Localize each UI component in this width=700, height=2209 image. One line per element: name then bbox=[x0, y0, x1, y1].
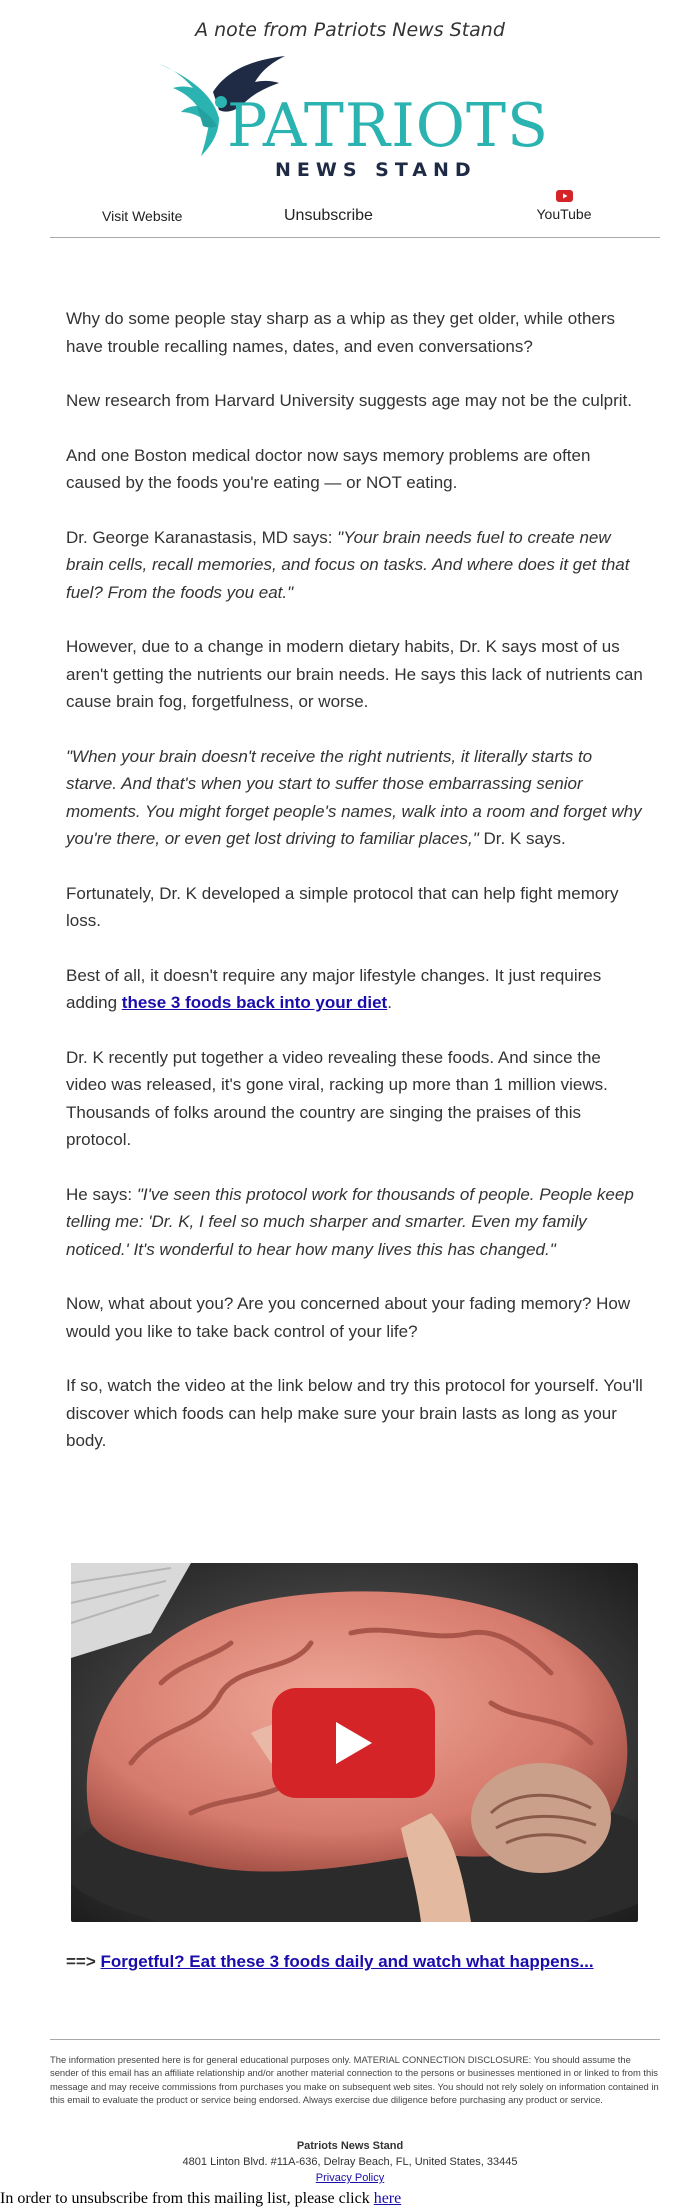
patriots-logo[interactable] bbox=[157, 52, 550, 182]
cta-line bbox=[66, 1952, 646, 1972]
visit-website-link[interactable]: Visit Website bbox=[102, 208, 183, 224]
cta-link[interactable]: Forgetful? Eat these 3 foods daily and watch what happens... bbox=[100, 1952, 594, 1971]
logo-wordmark: PATRIOTS bbox=[227, 91, 550, 161]
top-nav bbox=[50, 190, 660, 238]
logo-subtitle: NEWS STAND bbox=[275, 159, 477, 181]
footer-company: Patriots News Stand bbox=[296, 2140, 404, 2152]
paragraph-11: Now, what about you? Are you concerned about your fading memory? How would you like to take back control of your life? bbox=[66, 1294, 631, 1341]
paragraph-2: New research from Harvard University suggests age may not be the culprit. bbox=[66, 391, 632, 410]
paragraph-7: Fortunately, Dr. K developed a simple protocol that can help fight memory loss. bbox=[66, 883, 619, 930]
footer-divider bbox=[50, 2039, 660, 2040]
youtube-label: YouTube bbox=[536, 206, 592, 222]
paragraph-8 bbox=[66, 962, 646, 1017]
play-icon[interactable] bbox=[272, 1688, 435, 1798]
paragraph-9: Dr. K recently put together a video revealing these foods. And since the video was released, it's gone viral, racking up more than 1 million views. Thousands of folks around the country are singing the praises of this protocol. bbox=[66, 1047, 608, 1149]
header-note: A note from Patriots News Stand bbox=[195, 19, 505, 41]
unsubscribe-link[interactable]: Unsubscribe bbox=[284, 207, 373, 224]
paragraph-6-quote: "When your brain doesn't receive the right nutrients, it literally starts to starve. And that's when you start to suffer those embarrassing senior moments. You might forget people's names, walk into a room and forget why you're there, or even get lost driving to familiar places," bbox=[66, 746, 642, 848]
unsubscribe-line-text: In order to unsubscribe from this mailing list, please click bbox=[0, 2190, 374, 2207]
paragraph-10-lead: He says: bbox=[66, 1184, 137, 1204]
paragraph-5: However, due to a change in modern dietary habits, Dr. K says most of us aren't getting the nutrients our brain needs. He says this lack of nutrients can cause brain fog, forgetfulness, or worse. bbox=[66, 637, 643, 711]
paragraph-6-tail: Dr. K says. bbox=[478, 829, 566, 848]
footer-address: 4801 Linton Blvd. #11A-636, Delray Beach, FL, United States, 33445 bbox=[182, 2156, 518, 2168]
unsubscribe-here-link[interactable]: here bbox=[373, 2190, 402, 2207]
paragraph-4-quote: "Your brain needs fuel to create new brain cells, recall memories, and focus on tasks. And where does it get that fuel? From the foods you eat." bbox=[66, 527, 630, 602]
disclaimer-text: The information presented here is for general educational purposes only. MATERIAL CONNECTION DISCLOSURE: You should assume the sender of this email has an affiliate relationship and/or another material connection to the persons or businesses mentioned in or linked to from this message and may receive commissions from purchases you make on subsequent web sites. You should not rely solely on information contained in this email to evaluate the product or service being endorsed. Always exercise due diligence before purchasing any product or service. bbox=[50, 2054, 659, 2106]
paragraph-6 bbox=[66, 743, 646, 853]
privacy-policy-link[interactable]: Privacy Policy bbox=[315, 2172, 385, 2184]
paragraph-10 bbox=[66, 1181, 646, 1264]
youtube-link[interactable] bbox=[528, 190, 600, 222]
unsubscribe-line bbox=[0, 2190, 401, 2208]
video-thumbnail[interactable] bbox=[71, 1563, 638, 1922]
email-body bbox=[66, 305, 646, 1482]
paragraph-8-lead: Best of all, it doesn't require any major lifestyle changes. It just requires adding bbox=[66, 965, 602, 1012]
paragraph-10-quote: "I've seen this protocol work for thousands of people. People keep telling me: 'Dr. K, I feel so much sharper and smarter. Even my family noticed.' It's wonderful to hear how many lives this has changed." bbox=[66, 1184, 634, 1259]
footer bbox=[0, 2138, 700, 2186]
youtube-icon bbox=[556, 190, 573, 202]
paragraph-4 bbox=[66, 524, 646, 607]
paragraph-8-tail: . bbox=[387, 993, 392, 1012]
paragraph-3: And one Boston medical doctor now says memory problems are often caused by the foods you're eating — or NOT eating. bbox=[66, 445, 591, 492]
paragraph-4-lead: Dr. George Karanastasis, MD says: bbox=[66, 527, 338, 547]
foods-diet-link[interactable]: these 3 foods back into your diet bbox=[121, 993, 388, 1012]
paragraph-1: Why do some people stay sharp as a whip as they get older, while others have trouble recalling names, dates, and even conversations? bbox=[66, 309, 616, 356]
paragraph-12: If so, watch the video at the link below and try this protocol for yourself. You'll discover which foods can help make sure your brain lasts as long as your body. bbox=[66, 1376, 643, 1450]
cta-arrow: ==> bbox=[66, 1952, 101, 1971]
